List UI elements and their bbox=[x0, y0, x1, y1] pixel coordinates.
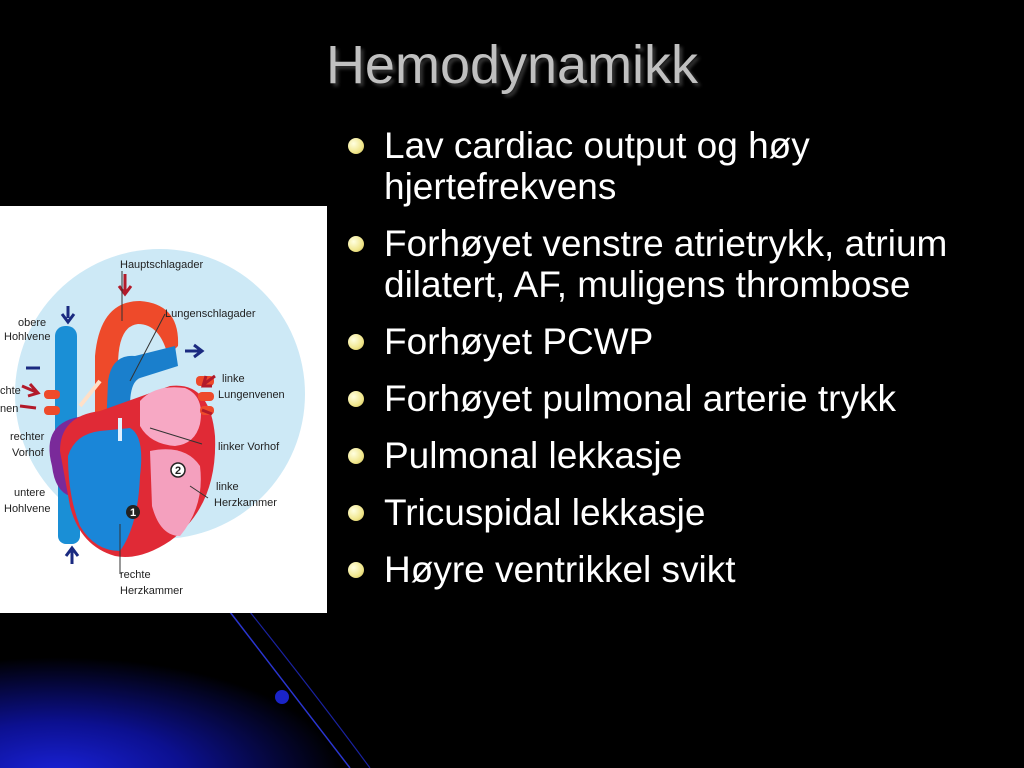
marker-2-label: 2 bbox=[174, 465, 182, 477]
bullet-dot-icon bbox=[348, 334, 364, 350]
bullet-text: Forhøyet PCWP bbox=[384, 321, 654, 362]
label-linke-lungenvenen-1: linke bbox=[222, 373, 245, 385]
bullet-text: Tricuspidal lekkasje bbox=[384, 492, 706, 533]
bullet-item bbox=[346, 492, 986, 533]
label-rechte-herzkammer-1: rechte bbox=[120, 569, 151, 581]
arrow-icon bbox=[20, 406, 36, 408]
label-linke-lungenvenen-2: Lungenvenen bbox=[218, 389, 285, 401]
bullet-dot-icon bbox=[348, 236, 364, 252]
bullet-text: Forhøyet venstre atrietrykk, atrium dilatert, AF, muligens thrombose bbox=[384, 223, 948, 305]
bullet-list bbox=[346, 125, 986, 606]
label-hauptschlagader: Hauptschlagader bbox=[120, 259, 204, 271]
bullet-text: Pulmonal lekkasje bbox=[384, 435, 683, 476]
bullet-item bbox=[346, 378, 986, 419]
pulmonary-vein bbox=[198, 392, 214, 401]
label-rechte-herzkammer-2: Herzkammer bbox=[120, 585, 183, 597]
label-rechter-vorhof-2: Vorhof bbox=[12, 447, 44, 459]
label-linker-vorhof: linker Vorhof bbox=[218, 441, 280, 453]
marker-1-label: 1 bbox=[129, 507, 137, 519]
bullet-text: Høyre ventrikkel svikt bbox=[384, 549, 736, 590]
bullet-item bbox=[346, 321, 986, 362]
bullet-item bbox=[346, 223, 986, 305]
bullet-dot-icon bbox=[348, 505, 364, 521]
arrow-icon bbox=[66, 548, 78, 564]
bullet-item bbox=[346, 125, 986, 207]
bullet-text: Forhøyet pulmonal arterie trykk bbox=[384, 378, 897, 419]
label-linke-herzkammer-1: linke bbox=[216, 481, 239, 493]
heart-diagram bbox=[0, 206, 327, 613]
label-rechte-lungenvenen-1: chte bbox=[0, 385, 21, 397]
bullet-item bbox=[346, 549, 986, 590]
bullet-dot-icon bbox=[348, 562, 364, 578]
label-rechter-vorhof-1: rechter bbox=[10, 431, 45, 443]
label-obere-hohlvene-1: obere bbox=[18, 317, 47, 329]
bullet-dot-icon bbox=[348, 391, 364, 407]
label-untere-hohlvene-2: Hohlvene bbox=[4, 503, 51, 515]
bullet-item bbox=[346, 435, 986, 476]
bullet-dot-icon bbox=[348, 138, 364, 154]
label-untere-hohlvene-1: untere bbox=[14, 487, 46, 499]
label-lungenschlagader: Lungenschlagader bbox=[165, 308, 256, 320]
label-linke-herzkammer-2: Herzkammer bbox=[214, 497, 277, 509]
bullet-text: Lav cardiac output og høy hjertefrekvens bbox=[384, 125, 810, 207]
label-obere-hohlvene-2: Hohlvene bbox=[4, 331, 51, 343]
pulmonary-vein bbox=[44, 390, 60, 399]
label-rechte-lungenvenen-2: nen bbox=[0, 403, 19, 415]
pulmonary-vein bbox=[44, 406, 60, 415]
slide-title: Hemodynamikk bbox=[325, 35, 699, 95]
bullet-dot-icon bbox=[348, 448, 364, 464]
